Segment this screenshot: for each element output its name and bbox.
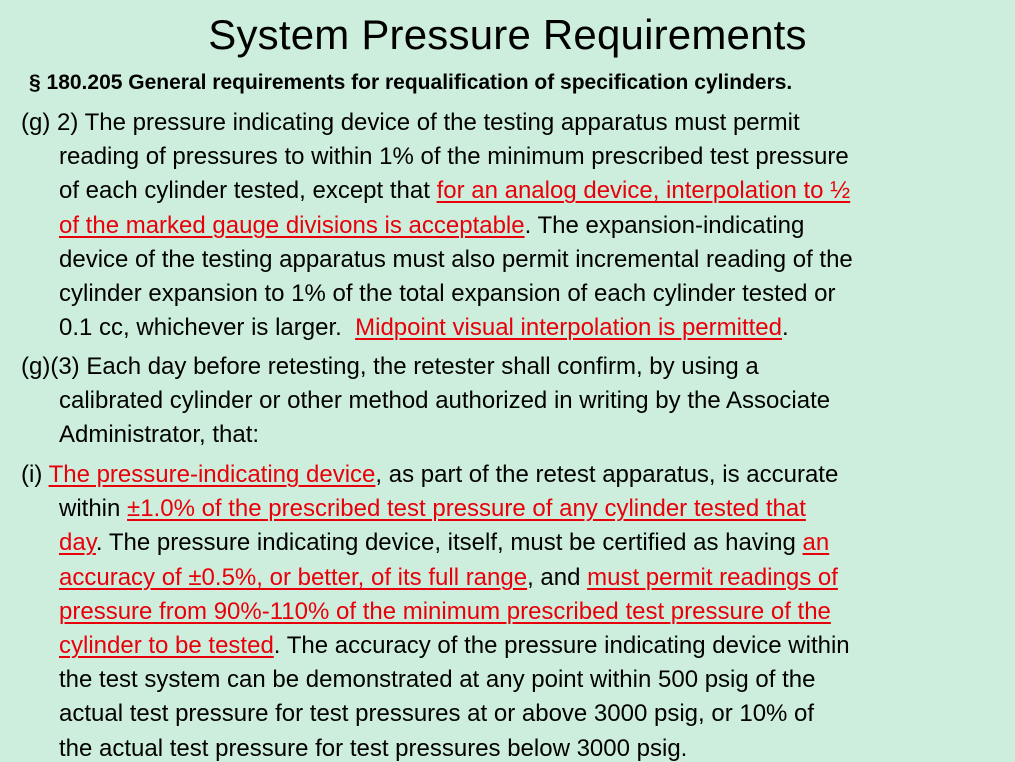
- paragraph-line: [21, 311, 1006, 345]
- section-heading: § 180.205 General requirements for requalification of specification cylinders.: [29, 71, 793, 94]
- paragraph-line: [21, 174, 1006, 208]
- paragraph-line: [21, 595, 1006, 629]
- text-run: , and: [527, 563, 588, 591]
- paragraph-line: the actual test pressure for test pressures below 3000 psig.: [59, 734, 688, 762]
- highlighted-text: cylinder to be tested: [59, 632, 274, 660]
- highlighted-text: day: [59, 529, 96, 557]
- paragraph-g2: [21, 106, 1006, 345]
- paragraph-line: (g)(3) Each day before retesting, the retester shall confirm, by using a: [21, 353, 759, 380]
- highlighted-text: Midpoint visual interpolation is permitted: [355, 314, 783, 342]
- highlighted-text: for an analog device, interpolation to ½: [436, 177, 851, 205]
- paragraph-line: [21, 492, 1006, 526]
- highlighted-text: The pressure-indicating device: [48, 461, 376, 488]
- text-run: within: [59, 495, 128, 523]
- paragraph-line: [21, 561, 1006, 595]
- paragraph-line: the test system can be demonstrated at any point within 500 psig of the: [59, 666, 816, 694]
- paragraph-line: (g) 2) The pressure indicating device of the testing apparatus must permit: [21, 109, 800, 136]
- slide-title: System Pressure Requirements: [208, 11, 807, 58]
- text-run: .: [782, 314, 789, 342]
- paragraph-line: [21, 629, 1006, 663]
- paragraph-line: cylinder expansion to 1% of the total expansion of each cylinder tested or: [59, 280, 836, 308]
- text-run: 0.1 cc, whichever is larger.: [59, 314, 356, 342]
- paragraph-line: calibrated cylinder or other method authorized in writing by the Associate: [59, 387, 831, 415]
- paragraph-line: reading of pressures to within 1% of the minimum prescribed test pressure: [59, 143, 849, 171]
- paragraph-line: [21, 458, 1006, 492]
- paragraph-line: device of the testing apparatus must also permit incremental reading of the: [59, 245, 853, 273]
- text-run: . The pressure indicating device, itself, must be certified as having: [95, 529, 803, 557]
- text-run: of each cylinder tested, except that: [59, 177, 437, 205]
- paragraph-line: actual test pressure for test pressures at or above 3000 psig, or 10% of: [59, 700, 815, 728]
- paragraph-g3: [21, 350, 1006, 453]
- highlighted-text: an: [802, 529, 830, 557]
- text-run: . The expansion-indicating: [524, 211, 805, 239]
- highlighted-text: ±1.0% of the prescribed test pressure of any cylinder tested that: [127, 495, 806, 523]
- paragraph-line: Administrator, that:: [59, 421, 260, 449]
- highlighted-text: pressure from 90%-110% of the minimum prescribed test pressure of the: [59, 597, 831, 625]
- highlighted-text: of the marked gauge divisions is acceptable: [59, 211, 525, 239]
- text-run: (i): [21, 461, 49, 488]
- highlighted-text: accuracy of ±0.5%, or better, of its full range: [59, 563, 528, 591]
- paragraph-line: [21, 526, 1006, 560]
- highlighted-text: must permit readings of: [587, 563, 838, 591]
- text-run: , as part of the retest apparatus, is accurate: [375, 461, 839, 488]
- paragraph-i: [21, 458, 1006, 762]
- text-run: . The accuracy of the pressure indicating device within: [273, 632, 850, 660]
- paragraph-line: [21, 209, 1006, 243]
